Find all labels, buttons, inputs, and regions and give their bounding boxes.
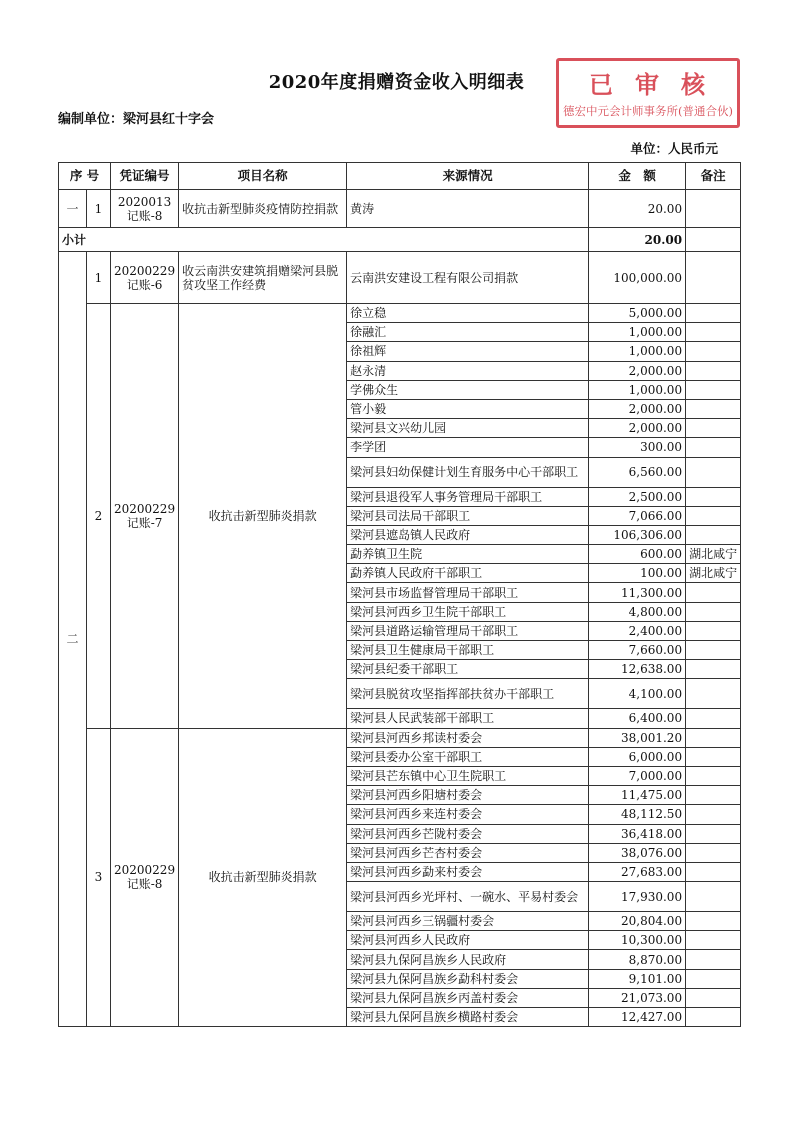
donation-amount: 6,400.00: [589, 709, 686, 728]
donation-note: [686, 641, 741, 660]
subtotal-amount: 20.00: [589, 228, 686, 252]
donation-amount: 1,000.00: [589, 342, 686, 361]
donor-source: 梁河县九保阿昌族乡横路村委会: [347, 1008, 589, 1027]
table-row: [59, 304, 741, 323]
donation-amount: 100.00: [589, 564, 686, 583]
section1-note: [686, 190, 741, 228]
donation-amount: 10,300.00: [589, 931, 686, 950]
page-title: 2020年度捐赠资金收入明细表: [268, 72, 525, 93]
donor-source: 梁河县九保阿昌族乡人民政府: [347, 950, 589, 969]
donor-source: 梁河县河西乡芒杏村委会: [347, 843, 589, 862]
donor-source: 徐祖辉: [347, 342, 589, 361]
donation-note: [686, 660, 741, 679]
donor-source: 梁河县纪委干部职工: [347, 660, 589, 679]
donation-note: [686, 1008, 741, 1027]
donation-amount: 12,638.00: [589, 660, 686, 679]
donor-source: 赵永清: [347, 361, 589, 380]
donation-note: [686, 805, 741, 824]
donor-source: 梁河县芒东镇中心卫生院职工: [347, 766, 589, 785]
donor-source: 梁河县河西乡来连村委会: [347, 805, 589, 824]
donation-note: [686, 728, 741, 747]
donation-note: [686, 323, 741, 342]
header-project: 项目名称: [179, 163, 347, 190]
donor-source: 梁河县河西乡勐来村委会: [347, 862, 589, 881]
donor-source: 梁河县遮岛镇人民政府: [347, 525, 589, 544]
donation-note: [686, 602, 741, 621]
donation-ledger-table: [58, 162, 741, 1027]
group1-project: 收云南洪安建筑捐赠梁河县脱贫攻坚工作经费: [179, 252, 347, 304]
donor-source: 梁河县河西乡阳塘村委会: [347, 786, 589, 805]
donor-source: 徐立稳: [347, 304, 589, 323]
donation-note: [686, 747, 741, 766]
donor-source: 梁河县河西乡卫生院干部职工: [347, 602, 589, 621]
header-amount: 金 额: [589, 163, 686, 190]
section1-source: 黄涛: [347, 190, 589, 228]
donation-amount: 600.00: [589, 545, 686, 564]
donation-note: [686, 361, 741, 380]
stamp-sub-text: 德宏中元会计师事务所(普通合伙): [563, 104, 733, 118]
donation-amount: 5,000.00: [589, 304, 686, 323]
donor-source: 梁河县司法局干部职工: [347, 506, 589, 525]
donation-amount: 27,683.00: [589, 862, 686, 881]
donation-amount: 7,000.00: [589, 766, 686, 785]
donor-source: 梁河县妇幼保健计划生育服务中心干部职工: [347, 457, 589, 487]
section2-group1-row: [59, 252, 741, 304]
donation-note: [686, 988, 741, 1007]
group1-sub: 1: [87, 252, 111, 304]
donation-note: [686, 843, 741, 862]
donation-amount: 38,076.00: [589, 843, 686, 862]
donation-note: [686, 304, 741, 323]
section1-voucher: 2020013记账-8: [111, 190, 179, 228]
donation-note: [686, 950, 741, 969]
donation-amount: 11,300.00: [589, 583, 686, 602]
donation-note: [686, 679, 741, 709]
donation-note: [686, 882, 741, 912]
donor-source: 梁河县文兴幼儿园: [347, 419, 589, 438]
donation-note: [686, 342, 741, 361]
section1-seq: 一: [59, 190, 87, 228]
donor-source: 梁河县河西乡邦读村委会: [347, 728, 589, 747]
donation-note: [686, 786, 741, 805]
donation-amount: 11,475.00: [589, 786, 686, 805]
donation-amount: 7,660.00: [589, 641, 686, 660]
donation-amount: 4,800.00: [589, 602, 686, 621]
donation-note: [686, 506, 741, 525]
donation-note: [686, 862, 741, 881]
group3-project: 收抗击新型肺炎捐款: [179, 728, 347, 1027]
donation-amount: 8,870.00: [589, 950, 686, 969]
stamp-main-text: 已审核: [589, 70, 727, 99]
donation-amount: 2,000.00: [589, 399, 686, 418]
subtotal-row: [59, 228, 741, 252]
table-header-row: [59, 163, 741, 190]
donation-amount: 2,500.00: [589, 487, 686, 506]
group2-voucher: 20200229记账-7: [111, 304, 179, 729]
donation-amount: 12,427.00: [589, 1008, 686, 1027]
donor-source: 梁河县人民武装部干部职工: [347, 709, 589, 728]
subtotal-label: 小计: [59, 228, 589, 252]
group1-voucher: 20200229记账-6: [111, 252, 179, 304]
header-seq: 序 号: [59, 163, 111, 190]
donation-amount: 38,001.20: [589, 728, 686, 747]
organization-label: 编制单位：梁河县红十字会: [58, 112, 215, 127]
section1-sub: 1: [87, 190, 111, 228]
donor-source: 梁河县卫生健康局干部职工: [347, 641, 589, 660]
donation-note: [686, 525, 741, 544]
donation-note: [686, 419, 741, 438]
donation-amount: 2,000.00: [589, 361, 686, 380]
donation-note: [686, 457, 741, 487]
donation-amount: 2,000.00: [589, 419, 686, 438]
donation-note: [686, 380, 741, 399]
donation-amount: 1,000.00: [589, 323, 686, 342]
donation-note: [686, 766, 741, 785]
donation-amount: 17,930.00: [589, 882, 686, 912]
subtotal-note: [686, 228, 741, 252]
group1-amount: 100,000.00: [589, 252, 686, 304]
donor-source: 梁河县河西乡三锅疆村委会: [347, 912, 589, 931]
donation-amount: 2,400.00: [589, 621, 686, 640]
donation-amount: 20,804.00: [589, 912, 686, 931]
donor-source: 勐养镇卫生院: [347, 545, 589, 564]
donor-source: 梁河县委办公室干部职工: [347, 747, 589, 766]
donor-source: 李学团: [347, 438, 589, 457]
donation-note: [686, 969, 741, 988]
donation-note: [686, 912, 741, 931]
donor-source: 梁河县河西乡光坪村、一碗水、平易村委会: [347, 882, 589, 912]
donor-source: 梁河县退役军人事务管理局干部职工: [347, 487, 589, 506]
header-voucher: 凭证编号: [111, 163, 179, 190]
donation-amount: 300.00: [589, 438, 686, 457]
donor-source: 徐融汇: [347, 323, 589, 342]
section1-project: 收抗击新型肺炎疫情防控捐款: [179, 190, 347, 228]
table-row: [59, 728, 741, 747]
donation-note: [686, 621, 741, 640]
donation-note: [686, 583, 741, 602]
audit-stamp: [556, 58, 740, 128]
donation-amount: 7,066.00: [589, 506, 686, 525]
donation-note: 湖北咸宁: [686, 545, 741, 564]
donation-amount: 48,112.50: [589, 805, 686, 824]
donation-amount: 106,306.00: [589, 525, 686, 544]
section1-amount: 20.00: [589, 190, 686, 228]
header-note: 备注: [686, 163, 741, 190]
donation-amount: 9,101.00: [589, 969, 686, 988]
donor-source: 梁河县河西乡人民政府: [347, 931, 589, 950]
donor-source: 梁河县市场监督管理局干部职工: [347, 583, 589, 602]
donor-source: 梁河县道路运输管理局干部职工: [347, 621, 589, 640]
group2-project: 收抗击新型肺炎捐款: [179, 304, 347, 729]
donation-amount: 4,100.00: [589, 679, 686, 709]
section1-row: [59, 190, 741, 228]
group1-source: 云南洪安建设工程有限公司捐款: [347, 252, 589, 304]
donor-source: 学佛众生: [347, 380, 589, 399]
group3-voucher: 20200229记账-8: [111, 728, 179, 1027]
donation-note: [686, 399, 741, 418]
donor-source: 勐养镇人民政府干部职工: [347, 564, 589, 583]
donation-note: [686, 824, 741, 843]
group2-sub: 2: [87, 304, 111, 729]
donation-note: [686, 438, 741, 457]
donor-source: 梁河县脱贫攻坚指挥部扶贫办干部职工: [347, 679, 589, 709]
currency-unit-label: 单位：人民币元: [630, 141, 718, 156]
section2-seq: 二: [59, 252, 87, 1027]
donation-note: [686, 709, 741, 728]
donation-amount: 6,000.00: [589, 747, 686, 766]
donation-amount: 6,560.00: [589, 457, 686, 487]
group1-note: [686, 252, 741, 304]
donor-source: 梁河县九保阿昌族乡勐科村委会: [347, 969, 589, 988]
header-source: 来源情况: [347, 163, 589, 190]
donation-amount: 1,000.00: [589, 380, 686, 399]
donation-amount: 21,073.00: [589, 988, 686, 1007]
group3-sub: 3: [87, 728, 111, 1027]
donation-amount: 36,418.00: [589, 824, 686, 843]
donor-source: 梁河县九保阿昌族乡丙盖村委会: [347, 988, 589, 1007]
donation-note: 湖北咸宁: [686, 564, 741, 583]
donation-note: [686, 487, 741, 506]
donor-source: 管小毅: [347, 399, 589, 418]
donor-source: 梁河县河西乡芒陇村委会: [347, 824, 589, 843]
donation-note: [686, 931, 741, 950]
